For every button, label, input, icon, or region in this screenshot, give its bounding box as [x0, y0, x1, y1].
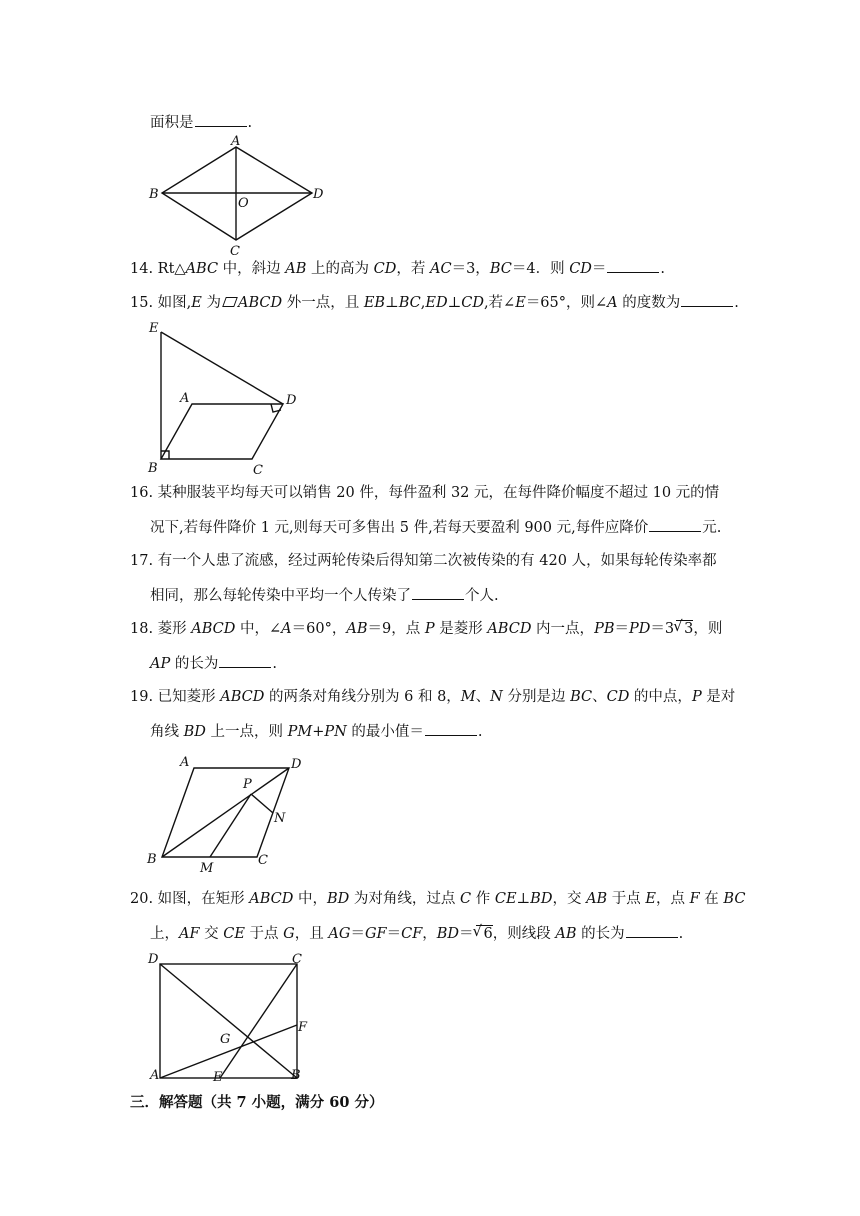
question-18-line2: AP 的长为 .	[150, 653, 277, 674]
answer-blank	[219, 653, 271, 668]
figure-19	[140, 752, 320, 877]
figure-15	[140, 318, 320, 478]
label-a: A	[180, 391, 190, 406]
question-19: 19. 已知菱形 ABCD 的两条对角线分别为 6 和 8，M、N 分别是边 BC、CD 的中点，P 是对	[130, 689, 736, 705]
label-d: D	[291, 757, 302, 772]
question-16: 16. 某种服装平均每天可以销售 20 件，每件盈利 32 元，在每件降价幅度不超过 10 元的情	[130, 485, 720, 501]
section-heading-3: 三．解答题（共 7 小题，满分 60 分）	[130, 1094, 384, 1111]
parallelogram-symbol	[222, 297, 238, 307]
question-19-line2: 角线 BD 上一点，则 PM+PN 的最小值＝ .	[150, 721, 483, 742]
label-c: C	[253, 463, 263, 478]
question-15: 15. 如图,E 为 ABCD 外一点，且 EB⊥BC,ED⊥CD,若∠E＝65°，则∠A 的度数为 .	[130, 292, 739, 313]
label-e: E	[149, 321, 159, 336]
label-a: A	[150, 1068, 160, 1083]
sqrt-6: √ 6	[476, 925, 493, 942]
answer-blank	[412, 585, 464, 600]
label-a: A	[231, 134, 241, 149]
label-g: G	[220, 1032, 231, 1047]
label-b: B	[148, 461, 158, 476]
label-d: D	[313, 187, 324, 202]
answer-blank	[195, 112, 247, 127]
question-14: 14. Rt△ABC 中，斜边 AB 上的高为 CD，若 AC＝3，BC＝4．则 CD＝ .	[130, 258, 665, 279]
answer-blank	[425, 721, 477, 736]
label-b: B	[147, 852, 157, 867]
sqrt-3: √ 3	[676, 620, 693, 637]
label-p: P	[243, 777, 252, 792]
question-18: 18. 菱形 ABCD 中，∠A＝60°，AB＝9，点 P 是菱形 ABCD 内一点，PB＝PD＝3√ 3，则	[130, 619, 722, 639]
label-c: C	[258, 853, 268, 868]
label-a: A	[180, 755, 190, 770]
label-e: E	[213, 1070, 223, 1085]
label-c: C	[292, 952, 302, 967]
answer-blank	[649, 517, 701, 532]
label-o: O	[238, 196, 249, 211]
label-c: C	[230, 244, 240, 259]
question-20: 20. 如图，在矩形 ABCD 中，BD 为对角线，过点 C 作 CE⊥BD，交 AB 于点 E，点 F 在 BC	[130, 891, 746, 907]
question-20-line2: 上，AF 交 CE 于点 G，且 AG＝GF＝CF，BD＝√ 6，则线段 AB 的长为 .	[150, 923, 683, 944]
label-f: F	[298, 1020, 308, 1035]
question-17-line2: 相同，那么每轮传染中平均一个人传染了 个人.	[150, 585, 499, 606]
label-d: D	[148, 952, 159, 967]
label-m: M	[200, 861, 214, 876]
figure-20	[140, 950, 330, 1085]
question-16-line2: 况下,若每件降价 1 元,则每天可多售出 5 件,若每天要盈利 900 元,每件应降价 元.	[150, 517, 721, 538]
question-17: 17. 有一个人患了流感，经过两轮传染后得知第二次被传染的有 420 人，如果每轮传染率都	[130, 553, 717, 569]
label-b: B	[291, 1068, 301, 1083]
answer-blank	[607, 258, 659, 273]
label-n: N	[274, 811, 286, 826]
answer-blank	[681, 292, 733, 307]
answer-blank	[626, 923, 678, 938]
label-d: D	[286, 393, 297, 408]
q13-tail: 面积是 .	[150, 112, 252, 133]
figure-13-rhombus	[140, 134, 340, 259]
label-b: B	[149, 187, 159, 202]
